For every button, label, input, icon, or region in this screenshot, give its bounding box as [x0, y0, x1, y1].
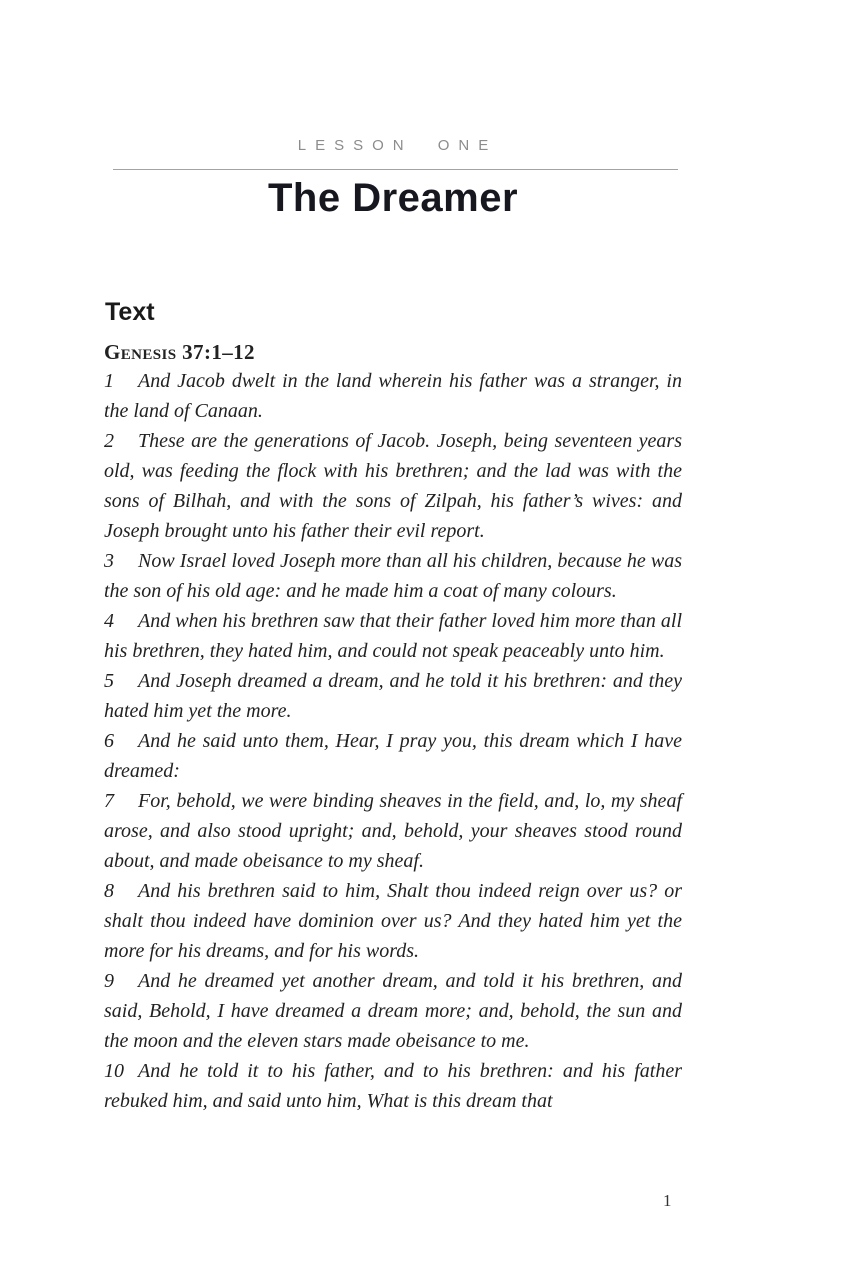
page-number: 1	[663, 1191, 672, 1210]
verse-number: 8	[104, 880, 114, 902]
verse-number: 3	[104, 550, 114, 572]
verse-number: 9	[104, 970, 114, 992]
passage-reference: Genesis 37:1–12	[104, 340, 255, 364]
verse-text: And he told it to his father, and to his brethren: and his father rebuked him, and said unto him, What is this dream that	[104, 1060, 682, 1112]
verse-text: These are the generations of Jacob. Joseph, being seventeen years old, was feeding the flock with his brethren; and the lad was with the sons of Bilhah, and with the sons of Zilpah, his father’s wives: and Joseph brought unto his father their evil report.	[104, 430, 682, 542]
section-heading: Text	[105, 298, 155, 326]
verse-number: 10	[104, 1060, 124, 1082]
verse-number: 4	[104, 610, 114, 632]
verse-number: 1	[104, 370, 114, 392]
verse-text: Now Israel loved Joseph more than all his children, because he was the son of his old age: and he made him a coat of many colours.	[104, 550, 682, 602]
verse	[104, 786, 682, 876]
verse-text: And he said unto them, Hear, I pray you, this dream which I have dreamed:	[104, 730, 682, 782]
verse	[104, 426, 682, 546]
verse	[104, 366, 682, 426]
lesson-label: LESSON ONE	[297, 137, 498, 154]
verse-number: 7	[104, 790, 114, 812]
verse-number: 6	[104, 730, 114, 752]
verse	[104, 546, 682, 606]
verse	[104, 1056, 682, 1116]
verse	[104, 606, 682, 666]
verse-text: And when his brethren saw that their father loved him more than all his brethren, they hated him, and could not speak peaceably unto him.	[104, 610, 682, 662]
verse	[104, 876, 682, 966]
verse	[104, 666, 682, 726]
verse-list	[104, 366, 682, 1116]
verse-number: 5	[104, 670, 114, 692]
verse-text: And he dreamed yet another dream, and told it his brethren, and said, Behold, I have dreamed a dream more; and, behold, the sun and the moon and the eleven stars made obeisance to me.	[104, 970, 682, 1052]
verse	[104, 966, 682, 1056]
header-rule	[113, 169, 678, 170]
verse-text: And Jacob dwelt in the land wherein his father was a stranger, in the land of Canaan.	[104, 370, 682, 422]
verse-text: For, behold, we were binding sheaves in the field, and, lo, my sheaf arose, and also stood upright; and, behold, your sheaves stood round about, and made obeisance to my sheaf.	[104, 790, 682, 872]
verse-number: 2	[104, 430, 114, 452]
verse-text: And Joseph dreamed a dream, and he told it his brethren: and they hated him yet the more.	[104, 670, 682, 722]
verse	[104, 726, 682, 786]
verse-text: And his brethren said to him, Shalt thou indeed reign over us? or shalt thou indeed have dominion over us? And they hated him yet the more for his dreams, and for his words.	[104, 880, 682, 962]
lesson-title: The Dreamer	[267, 176, 519, 220]
